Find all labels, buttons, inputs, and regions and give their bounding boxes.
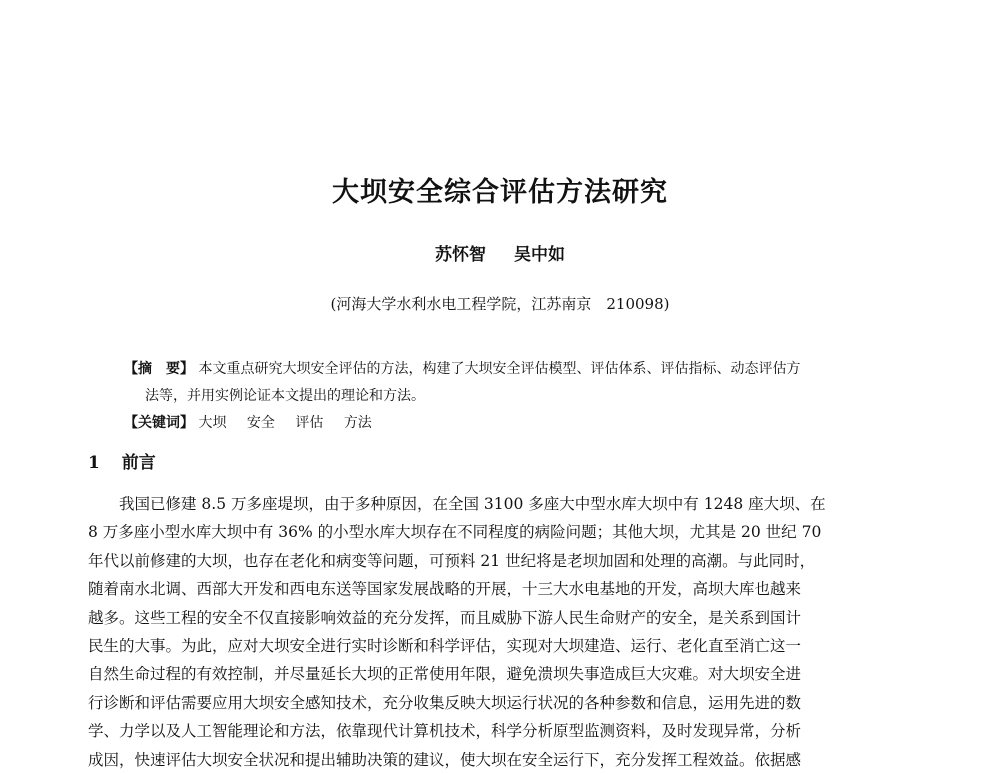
body-line: 自然生命过程的有效控制，并尽量延长大坝的正常使用年限，避免溃坝失事造成巨大灾难。对大坝安全进 — [88, 665, 802, 684]
abstract-text: 法等，并用实例论证本文提出的理论和方法。 — [145, 388, 425, 404]
keyword: 安全 — [246, 415, 275, 431]
keywords-label: 【关键词】 — [124, 415, 194, 431]
section-title: 前言 — [121, 453, 156, 473]
author-name: 吴中如 — [513, 245, 565, 265]
abstract-text: 本文重点研究大坝安全评估的方法，构建了大坝安全评估模型、评估体系、评估指标、动态评估方 — [198, 361, 801, 377]
section-number: 1 — [88, 453, 100, 473]
body-line: 越多。这些工程的安全不仅直接影响效益的充分发挥，而且威胁下游人民生命财产的安全，是关系到国计 — [88, 608, 802, 627]
section-body — [88, 490, 918, 774]
paper-title: 大坝安全综合评估方法研究 — [332, 177, 668, 208]
keyword: 方法 — [343, 415, 372, 431]
abstract-block — [124, 356, 894, 437]
section-heading — [88, 448, 156, 473]
author-list — [0, 240, 1000, 265]
body-line: 年代以前修建的大坝，也存在老化和病变等问题，可预料 21 世纪将是老坝加固和处理的高潮。与此同时， — [88, 551, 816, 570]
author-name: 苏怀智 — [435, 245, 487, 265]
keywords-line — [124, 410, 894, 437]
body-line: 我国已修建 8.5 万多座堤坝，由于多种原因，在全国 3100 多座大中型水库大坝中有 1248 座大坝、在 — [88, 495, 826, 513]
body-line: 8 万多座小型水库大坝中有 36% 的小型水库大坝存在不同程度的病险问题；其他大坝，尤其是 20 世纪 70 — [88, 523, 822, 542]
abstract-label: 【摘 要】 — [124, 361, 194, 377]
body-line: 学、力学以及人工智能理论和方法，依靠现代计算机技术，科学分析原型监测资料，及时发现异常，分析 — [88, 722, 802, 741]
body-line: 行诊断和评估需要应用大坝安全感知技术，充分收集反映大坝运行状况的各种参数和信息，运用先进的数 — [88, 693, 802, 712]
abstract-line — [124, 383, 894, 410]
keyword: 评估 — [295, 415, 324, 431]
affiliation: (河海大学水利水电工程学院，江苏南京 210098) — [330, 295, 670, 313]
keyword: 大坝 — [198, 415, 227, 431]
body-line: 随着南水北调、西部大开发和西电东送等国家发展战略的开展，十三大水电基地的开发，高坝大库也越来 — [88, 580, 802, 599]
body-line: 成因，快速评估大坝安全状况和提出辅助决策的建议，使大坝在安全运行下，充分发挥工程效益。依据感 — [88, 750, 802, 769]
body-line: 民生的大事。为此，应对大坝安全进行实时诊断和科学评估，实现对大坝建造、运行、老化直至消亡这一 — [88, 637, 802, 656]
abstract-line — [124, 356, 894, 383]
